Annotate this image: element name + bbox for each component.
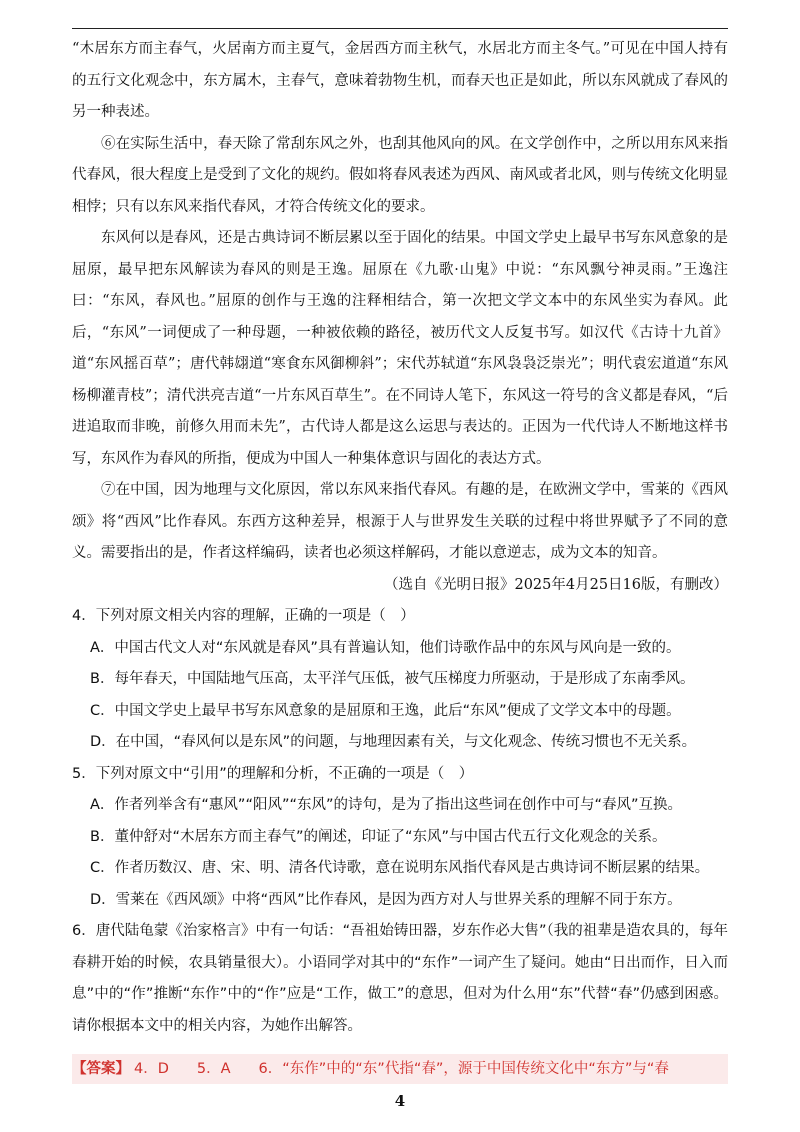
passage-paragraph-6: ⑥在实际生活中，春天除了常刮东风之外，也刮其他风向的风。在文学创作中，之所以用东风来指代春风，很大程度上是受到了文化的规约。假如将春风表述为西风、南风或者北风，则与传统文化明显相悖；只有以东风来指代春风，才符合传统文化的要求。 (72, 135, 728, 215)
page-content (72, 34, 728, 1042)
answer-bar (72, 1054, 728, 1084)
passage-paragraph-east-wind: 东风何以是春风，还是古典诗词不断层累以至于固化的结果。中国文学史上最早书写东风意象的是屈原，最早把东风解读为春风的则是王逸。屈原在《九歌·山鬼》中说：“东风飘兮神灵雨。”王逸注曰：“东风，春风也。”屈原的创作与王逸的注释相结合，第一次把文学文本中的东风坐实为春风。此后，“东风”一词便成了一种母题，一种被依赖的路径，被历代文人反复书写。如汉代《古诗十九首》道“东风摇百草”；唐代韩翃道“寒食东风御柳斜”；宋代苏轼道“东风袅袅泛崇光”；明代袁宏道道“东风杨柳灌青枝”；清代洪亮吉道“一片东风百草生”。在不同诗人笔下，东风这一符号的含义都是春风，“后进追取而非晚，前修久用而未先”，古代诗人都是这么运思与表达的。正因为一代代诗人不断地这样书写，东风作为春风的所指，便成为中国人一种集体意识与固化的表达方式。 (72, 230, 728, 467)
passage-source: （选自《光明日报》2025年4月25日16版，有删改） (383, 576, 728, 593)
question-5-option-d: D．雪莱在《西风颂》中将“西风”比作春风，是因为西方对人与世界关系的理解不同于东方。 (90, 891, 682, 908)
answer-4: 4．D (134, 1061, 169, 1077)
answer-6: 6．“东作”中的“东”代指“春”，源于中国传统文化中“东方”与“春 (258, 1061, 669, 1077)
question-5-option-c: C．作者历数汉、唐、宋、明、清各代诗歌，意在说明东风指代春风是古典诗词不断层累的结果。 (90, 860, 710, 876)
question-4-option-b: B．每年春天，中国陆地气压高，太平洋气压低，被气压梯度力所驱动，于是形成了东南季风。 (90, 671, 695, 687)
answer-tag: 【答案】 (72, 1061, 130, 1077)
question-6: 6．唐代陆龟蒙《治家格言》中有一句话：“吾祖始铸田器，岁东作必大售”（我的祖辈是造农具的，每年春耕开始的时候，农具销量很大）。小语同学对其中的“东作”一词产生了疑问。她由“日出而作，日入而息”中的“作”推断“东作”中的“作”应是“工作，做工”的意思，但对为什么用“东”代替“春”仍感到困惑。请你根据本文中的相关内容，为她作出解答。 (72, 923, 728, 1034)
question-5-option-b: B．董仲舒对“木居东方而主春气”的阐述，印证了“东风”与中国古代五行文化观念的关系。 (90, 828, 667, 845)
top-rule (72, 28, 728, 29)
answer-5: 5．A (196, 1061, 231, 1077)
question-4-stem: 4．下列对原文相关内容的理解，正确的一项是（ ） (72, 608, 415, 624)
question-4-option-d: D．在中国，“春风何以是东风”的问题，与地理因素有关，与文化观念、传统习惯也不无关系。 (90, 734, 697, 750)
passage-paragraph-7: ⑦在中国，因为地理与文化原因，常以东风来指代春风。有趣的是，在欧洲文学中，雪莱的《西风颂》将“西风”比作春风。东西方这种差异，根源于人与世界发生关联的过程中将世界赋予了不同的意义。需要指出的是，作者这样编码，读者也必须这样解码，才能以意逆志，成为文本的知音。 (72, 482, 728, 561)
page-number: 4 (394, 1092, 406, 1110)
question-5-stem: 5．下列对原文中“引用”的理解和分析，不正确的一项是（ ） (72, 765, 474, 782)
question-4-option-c: C．中国文学史上最早书写东风意象的是屈原和王逸，此后“东风”便成了文学文本中的母题。 (90, 702, 681, 719)
question-4-option-a: A．中国古代文人对“东风就是春风”具有普遍认知，他们诗歌作品中的东风与风向是一致的。 (90, 639, 681, 656)
passage-paragraph-wuxing: “木居东方而主春气，火居南方而主夏气，金居西方而主秋气，水居北方而主冬气。”可见在中国人持有的五行文化观念中，东方属木，主春气，意味着勃物生机，而春天也正是如此，所以东风就成了春风的另一种表述。 (72, 41, 728, 120)
question-5-option-a: A．作者列举含有“惠风”“阳风”“东风”的诗句，是为了指出这些词在创作中可与“春风”互换。 (90, 797, 683, 813)
